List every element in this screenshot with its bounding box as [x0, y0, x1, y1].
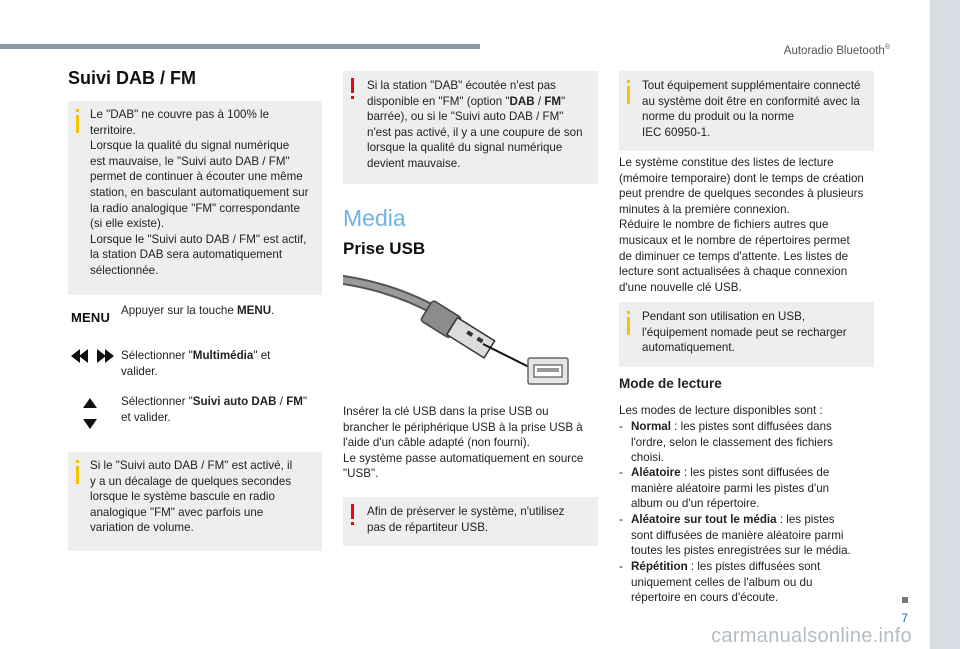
section-title-mode-lecture: Mode de lecture [619, 376, 722, 391]
section-title-prise-usb: Prise USB [343, 239, 426, 258]
usb-plug-icon [343, 280, 496, 360]
usb-instructions: Insérer la clé USB dans la prise USB ou brancher le périphérique USB à la prise USB à l'aide d'un câble adapté (non fourni). Le système passe automatiquement en source "USB". [343, 405, 584, 481]
info-icon [76, 115, 79, 133]
info-text-charging: Pendant son utilisation en USB, l'équipement nomade peut se recharger automatiquement. [642, 310, 847, 355]
warning-text-dab-fm: Si la station "DAB" écoutée n'est pas disponible en "FM" (option "DAB / FM" barrée), ou si le "Suivi auto DAB / FM" n'est pas activé, il y a une coupure de son lorsque la qualité du signal numérique devient mauvaise. [367, 79, 583, 170]
info-icon [627, 317, 630, 335]
info-text-volume-variation: Si le "Suivi auto DAB / FM" est activé, il y a un décalage de quelques secondes lorsque le système bascule en radio analogique "FM" avec parfois une variation de volume. [90, 459, 293, 535]
page-header-title: Autoradio Bluetooth® [783, 44, 890, 57]
page-marker [902, 597, 908, 603]
header-rule [0, 44, 480, 49]
menu-key-label: MENU [71, 310, 111, 325]
seek-arrows-icon [71, 349, 115, 363]
section-title-suivi-dab-fm: Suivi DAB / FM [68, 68, 197, 88]
step-press-menu: Appuyer sur la touche MENU. [121, 304, 275, 317]
info-text-dab-coverage: Le "DAB" ne couvre pas à 100% le territoire. Lorsque la qualité du signal numérique est mauvaise, le "Suivi auto DAB / FM" permet de continuer à écouter une même station, en basculant automatiquement sur la radio analogique "FM" correspondante (si elle existe). Lorsque le "Suivi auto DAB / FM" est actif, la station DAB sera automatiquement sélectionnée. [90, 108, 309, 277]
page-side-strip [930, 0, 960, 649]
watermark: carmanualsonline.info [711, 625, 912, 648]
page-number: 7 [901, 611, 908, 626]
step-select-multimedia: Sélectionner "Multimédia" et valider. [121, 349, 271, 378]
warning-icon [351, 78, 354, 93]
usb-illustration [343, 272, 573, 390]
section-title-media: Media [343, 205, 406, 231]
warning-icon [351, 504, 354, 519]
usb-port-icon [528, 358, 568, 384]
info-text-iec-norm: Tout équipement supplémentaire connecté au système doit être en conformité avec la norme du produit ou la norme IEC 60950-1. [642, 79, 861, 139]
mode-intro: Les modes de lecture disponibles sont : [619, 404, 823, 417]
playlist-paragraph: Le système constitue des listes de lecture (mémoire temporaire) dont le temps de création peut prendre de quelques secondes à plusieurs minutes à la première connexion. Réduire le nombre de fichiers autres que musicaux et le nombre de répertoires permet de diminuer ce temps d'attente. Les listes de lecture sont actualisées à chaque connexion d'une nouvelle clé USB. [619, 156, 864, 294]
up-down-arrows-icon [83, 398, 97, 430]
info-icon [76, 466, 79, 484]
warning-text-usb-hub: Afin de préserver le système, n'utilisez pas de répartiteur USB. [367, 505, 565, 534]
info-icon [627, 86, 630, 104]
step-select-suivi-auto: Sélectionner "Suivi auto DAB / FM" et valider. [121, 395, 308, 424]
